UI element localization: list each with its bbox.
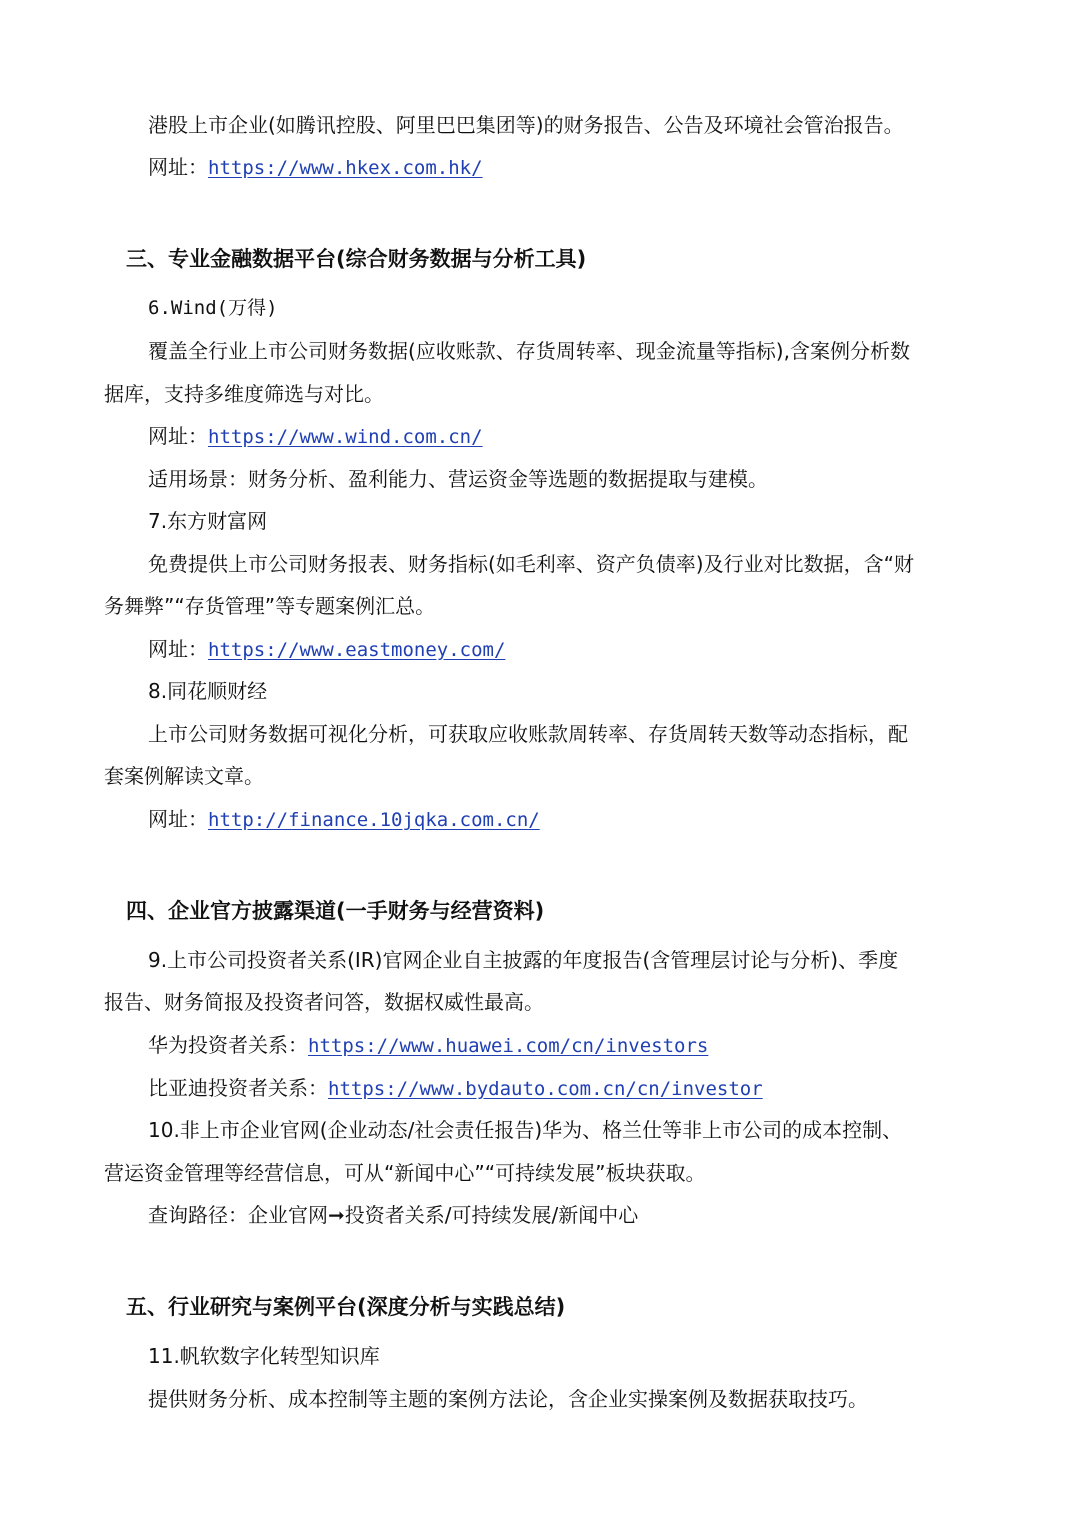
section-3-heading: 三、专业金融数据平台(综合财务数据与分析工具) — [126, 247, 587, 271]
item-11-description: 提供财务分析、成本控制等主题的案例方法论，含企业实操案例及数据获取技巧。 — [148, 1387, 868, 1411]
item-6-url-line — [148, 422, 483, 451]
item-8-title: 8.同花顺财经 — [148, 679, 268, 703]
item-6-scene: 适用场景：财务分析、盈利能力、营运资金等选题的数据提取与建模。 — [148, 467, 768, 491]
item-8-description: 上市公司财务数据可视化分析，可获取应收账款周转率、存货周转天数等动态指标，配 — [148, 722, 908, 746]
item-7-title: 7.东方财富网 — [148, 509, 268, 533]
eastmoney-link[interactable]: https://www.eastmoney.com/ — [208, 639, 506, 661]
10jqka-link[interactable]: http://finance.10jqka.com.cn/ — [208, 809, 540, 831]
item-8-description-cont: 套案例解读文章。 — [104, 764, 264, 788]
url-label: 网址： — [148, 155, 208, 179]
item-10-description-cont: 营运资金管理等经营信息，可从“新闻中心”“可持续发展”板块获取。 — [104, 1161, 706, 1185]
item-8-url-line — [148, 805, 540, 834]
item-7-description-cont: 务舞弊”“存货管理”等专题案例汇总。 — [104, 594, 436, 618]
item-9-description: 9.上市公司投资者关系(IR)官网企业自主披露的年度报告(含管理层讨论与分析)、季度 — [148, 948, 899, 972]
hkex-link[interactable]: https://www.hkex.com.hk/ — [208, 157, 483, 179]
byd-ir-label: 比亚迪投资者关系： — [148, 1076, 328, 1100]
huawei-ir-label: 华为投资者关系： — [148, 1033, 308, 1057]
url-label: 网址： — [148, 637, 208, 661]
item-11-title: 11.帆软数字化转型知识库 — [148, 1344, 380, 1368]
huawei-ir-link[interactable]: https://www.huawei.com/cn/investors — [308, 1035, 709, 1057]
byd-ir-line — [148, 1074, 763, 1103]
byd-ir-link[interactable]: https://www.bydauto.com.cn/cn/investor — [328, 1078, 763, 1100]
huawei-ir-line — [148, 1031, 708, 1060]
item-9-description-cont: 报告、财务简报及投资者问答，数据权威性最高。 — [104, 990, 544, 1014]
section-5-heading: 五、行业研究与案例平台(深度分析与实践总结) — [126, 1295, 566, 1319]
item-7-description: 免费提供上市公司财务报表、财务指标(如毛利率、资产负债率)及行业对比数据，含“财 — [148, 552, 914, 576]
section-4-heading: 四、企业官方披露渠道(一手财务与经营资料) — [126, 899, 545, 923]
url-label: 网址： — [148, 807, 208, 831]
wind-link[interactable]: https://www.wind.com.cn/ — [208, 426, 483, 448]
hkex-description: 港股上市企业(如腾讯控股、阿里巴巴集团等)的财务报告、公告及环境社会管治报告。 — [148, 113, 904, 137]
item-6-title: 6.Wind(万得) — [148, 297, 278, 319]
item-6-description-cont: 据库，支持多维度筛选与对比。 — [104, 382, 384, 406]
hkex-url-line — [148, 153, 483, 182]
item-10-query-path: 查询路径：企业官网➞投资者关系/可持续发展/新闻中心 — [148, 1203, 639, 1227]
url-label: 网址： — [148, 424, 208, 448]
item-10-description: 10.非上市企业官网(企业动态/社会责任报告)华为、格兰仕等非上市公司的成本控制、 — [148, 1118, 903, 1142]
item-7-url-line — [148, 635, 505, 664]
item-6-description: 覆盖全行业上市公司财务数据(应收账款、存货周转率、现金流量等指标),含案例分析数 — [148, 339, 910, 363]
